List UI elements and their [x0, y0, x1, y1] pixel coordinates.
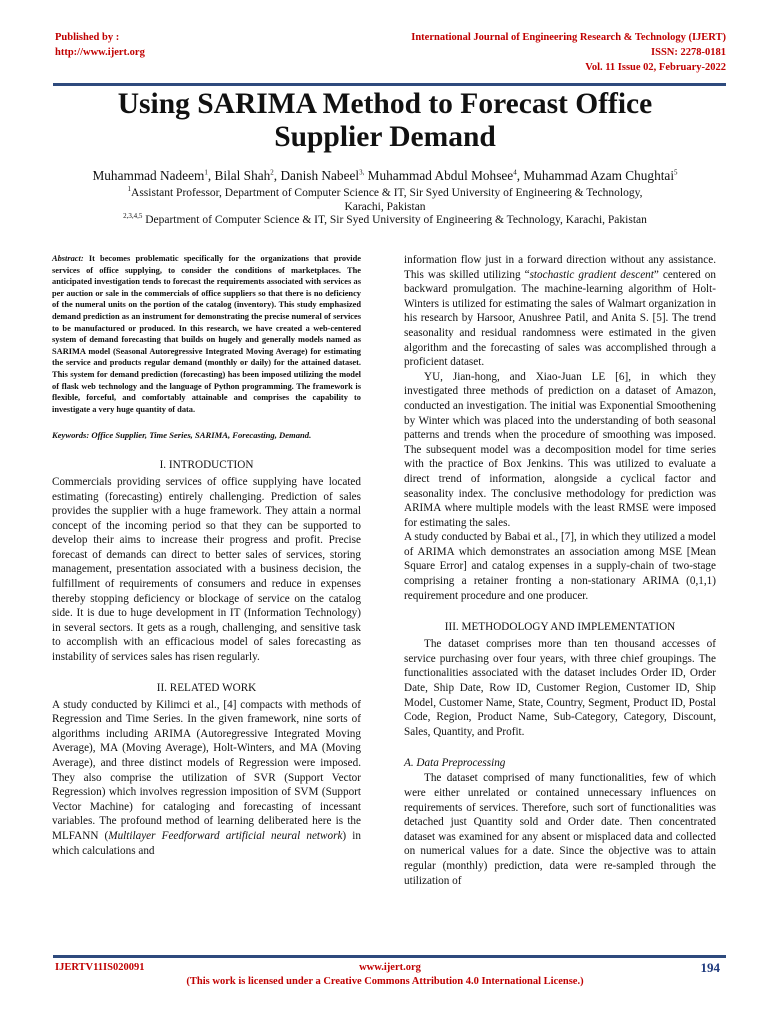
header-divider — [53, 83, 726, 86]
right-column — [404, 253, 716, 888]
subsection-heading-data-preprocessing: A. Data Preprocessing — [404, 757, 506, 770]
author: Muhammad Azam Chughtai$^5$ — [523, 168, 678, 183]
author: Bilal Shah$^2$, — [214, 168, 281, 183]
methodology-paragraph: The dataset comprises more than ten thousand accesses of service purchasing over four years, with three chief groupings. The functionalities associated with the dataset includes Order ID, Order Date, Ship Date, Row ID, Customer Region, Customer ID, Ship Model, Customer Name, State, Country, Segment, Product ID, Postal Code, Region, Product Name, Sub-Category, Category, Discount, Sales, Quantity, and Profit. — [404, 638, 716, 738]
page-number: 194 — [700, 960, 720, 975]
abstract: Abstract: It becomes problematic specifically for the organizations that provide services of office supplying, to consider the conditions of marketplaces. The anticipated investigation tends to forecast the requirements associated with services as per auction or sale in the commercials of office suppliers so that there is no deficiency of the numeral units on the portion of the catalog (inventory). This study emphasized demand prediction as an instrument for demonstrating the precise numeral of services to be manufactured or produced. In this research, we have created a web-centered system of demand forecasting that builds on hugely and generally models named as SARIMA model (Seasonal Autoregressive Integrated Moving Average) for estimating the service and products regular demand (monthly or daily) for the attained dataset. This system for demand prediction (forecasting) has been imposed utilizing the model of flask web technology and the language of Python programming. The framework is flexible, forceful, and comfortably attainable and comprises the capability to investigate a very huge quantity of data. — [52, 254, 361, 414]
volume-issue: Vol. 11 Issue 02, February-2022 — [585, 62, 726, 73]
author-list — [30, 168, 740, 184]
section-heading-introduction: I. INTRODUCTION — [159, 458, 254, 471]
related-work-paragraph-2: YU, Jian-hong, and Xiao-Juan LE [6], in which they investigated three methods of prediction on a dataset of Amazon, conducted an investigation. The initial was Exponential Smoothening by Winter which was placed into the understanding of both seasonal patterns and trends when the procedure of smoothing was imposed. The subsequent model was a decomposition model for time series with the practice of Box Jenkins. This was utilized to evaluate a direct trend of information, alongside a cyclical factor and seasonality index. The conclusive methodology for prediction was ARIMA where multiple models with the least RMSE were imposed for estimating the sales. — [404, 370, 716, 529]
author: Muhammad Nadeem$^1$, — [92, 168, 215, 183]
affiliation-1: $^1$Assistant Professor, Department of Computer Science & IT, Sir Syed University of Engineering & Technology, Karachi, Pakistan — [127, 185, 643, 213]
author: Danish Nabeel$^{3,}$ — [280, 168, 365, 183]
author: Muhammad Abdul Mohsee$^4$, — [367, 168, 524, 183]
related-work-continued: information flow just in a forward direction without any assistance. This was skilled utilizing “stochastic gradient descent” centered on backward promulgation. The machine-learning algorithm of Holt-Winters is utilized for estimating the sales of Walmart organization in his research by Harsoor, Anushree Patil, and Anita S. [5]. The trend seasonality and residual randomness were estimated in the given algorithm and the forecasting of sales was accomplished through a proficient dataset. — [404, 254, 716, 369]
issn: ISSN: 2278-0181 — [651, 47, 726, 58]
paper-id: IJERTV11IS020091 — [55, 962, 145, 973]
footer-site-link[interactable]: www.ijert.org — [359, 962, 421, 973]
footer-divider — [53, 955, 726, 958]
journal-url-link[interactable]: http://www.ijert.org — [55, 47, 145, 58]
journal-name: International Journal of Engineering Research & Technology (IJERT) — [411, 32, 726, 43]
data-preprocessing-paragraph: The dataset comprised of many functionalities, few of which were either unrelated or contained unnecessary influences on requirements of services. Therefore, such sort of functionalities was detached just Quantity sold and Order date. Then concentrated dataset was examined for any absent or misplaced data and collected on numerical values for a date. Since the objective was to attain regular (monthly) prediction, data were re-sampled through the utilization of — [404, 772, 716, 887]
related-work-paragraph: A study conducted by Kilimci et al., [4] compacts with methods of Regression and Time Series. In the given framework, nine sorts of algorithms including ARIMA (Autoregressive Integrated Moving Average), MA (Moving Average), Holt-Winters, and MA (Moving Average), and three distinct models of Regression were imposed. They also comprise the utilization of SVR (Support Vector Regression) which involves regression imposition of SVM (Support Vector Machine) for cataloging and forecasting of incessant variables. The profound method of learning deliberated here is the MLFANN (Multilayer Feedforward artificial neural network) in which calculations and — [52, 698, 361, 857]
related-work-paragraph-3: A study conducted by Babai et al., [7], in which they utilized a model of ARIMA which demonstrates an association among MSE [Mean Square Error] and catalog expenses in a supply-chain of two-stage comprising a retainer fronting a non-stationary ARIMA (0,1,1) requirement procedure and one producer. — [404, 531, 716, 602]
section-heading-related-work: II. RELATED WORK — [156, 681, 257, 694]
left-column — [52, 253, 361, 858]
affiliation-2: $^{2,3,4,5}$ Department of Computer Science & IT, Sir Syed University of Engineering & Technology, Karachi, Pakistan — [123, 212, 647, 226]
header-publisher — [55, 30, 145, 60]
section-heading-methodology: III. METHODOLOGY AND IMPLEMENTATION — [444, 621, 676, 634]
header-journal-info — [411, 30, 726, 75]
license-notice: (This work is licensed under a Creative Commons Attribution 4.0 International License.) — [186, 976, 584, 987]
introduction-paragraph: Commercials providing services of office supplying have located estimating (forecasting) entirely challenging. Prediction of sales provides the supplier with a huge framework. They attain a normal concept of the incoming period so that they can be supported to develop their aims to increase their progress and profit. Precise forecast of demands can direct to better sales of services, storing management, presentation associated with a business decision, the fulfillment of requirements of consumers and reduce in expenses thereby stopping deficiency or blockage of service on the catalog side. It is due to huge development in IT (Information Technology) in several sectors. It gets as a rough, challenging, and sensitive task to accomplish with an efficacious model of sales forecasting as instability of services sales has risen regularly. — [52, 475, 361, 664]
title-line-1: Using SARIMA Method to Forecast Office — [117, 88, 653, 120]
keywords: Keywords: Office Supplier, Time Series, SARIMA, Forecasting, Demand. — [52, 430, 312, 441]
title-line-2: Supplier Demand — [274, 121, 496, 153]
published-by-label: Published by : — [55, 32, 120, 43]
paper-title — [60, 88, 710, 154]
